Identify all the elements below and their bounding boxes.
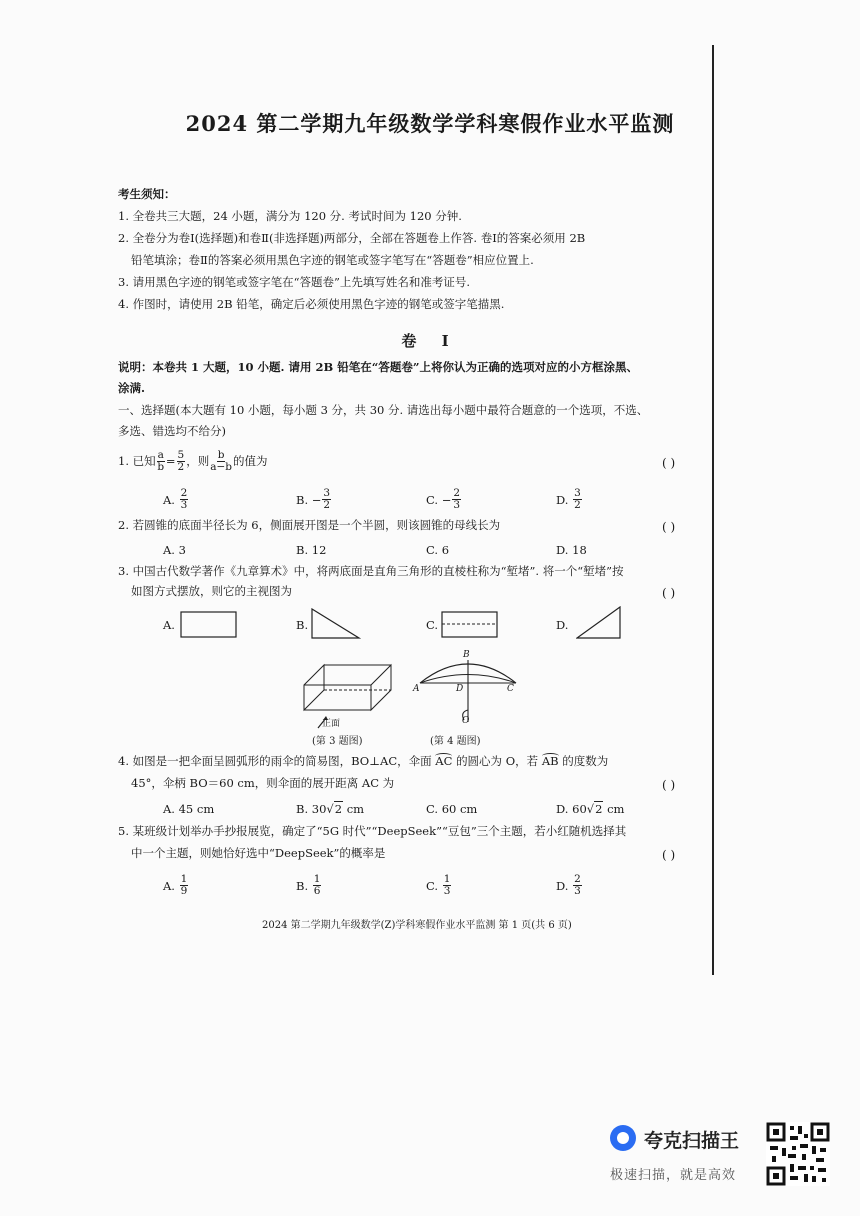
figure-4-label-o: O bbox=[462, 716, 470, 726]
figure-4-label-b: B bbox=[463, 650, 470, 660]
q3-option-c-rectangle-dashed bbox=[441, 611, 499, 639]
q1-option-c-frac bbox=[452, 488, 461, 511]
q4-option-d-radicand: 2 bbox=[595, 802, 603, 816]
figure-3-caption: (第 3 题图) bbox=[312, 736, 363, 747]
q2-answer-paren: ( ) bbox=[662, 520, 676, 534]
q4-option-b-radicand: 2 bbox=[334, 802, 343, 816]
q1-option-b-num: 3 bbox=[323, 487, 331, 499]
q1-post: 的值为 bbox=[233, 453, 268, 468]
section-title: 卷 Ⅰ bbox=[401, 332, 459, 350]
explain-line-2: 涂满. bbox=[118, 381, 146, 395]
q1-option-c-den: 3 bbox=[453, 499, 461, 512]
q4-arc-ac: AC bbox=[435, 754, 453, 768]
sqrt-icon: √ bbox=[586, 802, 595, 816]
q1-frac-5-2 bbox=[177, 450, 186, 473]
scanner-logo-icon bbox=[610, 1125, 636, 1151]
q3-option-a[interactable]: A. bbox=[163, 618, 175, 632]
q3-option-a-rectangle bbox=[180, 611, 238, 639]
question-2: 2. 若圆锥的底面半径长为 6，侧面展开图是一个半圆，则该圆锥的母线长为 bbox=[118, 518, 501, 532]
q1-frac1-den: b bbox=[157, 461, 165, 474]
exam-title: 2024 第二学期九年级数学学科寒假作业水平监测 bbox=[185, 111, 675, 136]
q4-option-b-pre: B. 30 bbox=[296, 802, 327, 816]
q5-option-d[interactable] bbox=[556, 874, 583, 897]
q1-option-d-frac bbox=[573, 488, 582, 511]
question-5-line-1: 5. 某班级计划举办手抄报展览，确定了“5G 时代”“DeepSeek”“豆包”三个主题，若小红随机选择其 bbox=[118, 824, 627, 838]
q1-option-b-sign: − bbox=[311, 492, 322, 507]
q5-option-a[interactable] bbox=[163, 874, 189, 897]
part1-line-2: 多选、错选均不给分) bbox=[118, 424, 226, 438]
notice-item-1: 1. 全卷共三大题，24 小题，满分为 120 分. 考试时间为 120 分钟. bbox=[118, 209, 462, 223]
q4-option-d-unit: cm bbox=[603, 802, 625, 816]
qr-code-icon bbox=[766, 1122, 830, 1186]
q4-option-d-pre: D. 60 bbox=[556, 802, 587, 816]
q1-option-d-den: 2 bbox=[574, 499, 581, 512]
q5-option-a-frac bbox=[180, 874, 189, 897]
q3-option-b-triangle bbox=[311, 608, 361, 640]
q5-answer-paren: ( ) bbox=[662, 848, 676, 862]
scanner-slogan: 极速扫描，就是高效 bbox=[610, 1168, 737, 1183]
q3-option-d[interactable]: D. bbox=[556, 618, 569, 632]
q1-frac-expr bbox=[210, 450, 232, 473]
q2-option-c[interactable]: C. 6 bbox=[426, 543, 450, 557]
q1-option-b-label: B. bbox=[296, 492, 309, 507]
q5-option-c-num: 1 bbox=[443, 873, 451, 885]
q1-option-b-frac bbox=[322, 488, 331, 511]
q4-arc-ab: AB bbox=[541, 754, 559, 768]
question-4-line-1 bbox=[118, 756, 608, 768]
q1-option-c-num: 2 bbox=[453, 487, 461, 499]
q5-option-a-label: A. bbox=[163, 878, 175, 893]
q4-option-c[interactable]: C. 60 cm bbox=[426, 802, 478, 816]
q1-option-d[interactable] bbox=[556, 488, 583, 511]
notice-item-4: 4. 作图时，请使用 2B 铅笔，确定后必须使用黑色字迹的钢笔或签字笔描黑. bbox=[118, 297, 505, 311]
q5-option-b-frac bbox=[313, 874, 322, 897]
q3-option-b[interactable]: B. bbox=[296, 618, 309, 632]
q3-option-d-triangle bbox=[576, 606, 622, 640]
q4-text-b: 的圆心为 O，若 bbox=[456, 754, 539, 768]
q1-frac3-num: b bbox=[217, 449, 225, 461]
page-edge-line bbox=[712, 45, 714, 975]
notice-item-3: 3. 请用黑色字迹的钢笔或签字笔在“答题卷”上先填写姓名和准考证号. bbox=[118, 275, 471, 289]
q5-option-b[interactable] bbox=[296, 874, 322, 897]
q5-option-c[interactable] bbox=[426, 874, 452, 897]
q1-option-c-sign: − bbox=[441, 492, 452, 507]
q3-option-c[interactable]: C. bbox=[426, 618, 439, 632]
q1-option-c[interactable] bbox=[426, 488, 462, 511]
figure-4-label-c: C bbox=[507, 684, 514, 694]
q1-option-c-label: C. bbox=[426, 492, 439, 507]
q1-mid: ，则 bbox=[186, 453, 210, 468]
q4-option-b-unit: cm bbox=[343, 802, 365, 816]
q1-pre: 1. 已知 bbox=[118, 453, 156, 468]
q5-option-b-label: B. bbox=[296, 878, 309, 893]
scanner-brand: 夸克扫描王 bbox=[644, 1130, 740, 1152]
q1-option-d-label: D. bbox=[556, 492, 569, 507]
q1-option-d-num: 3 bbox=[574, 487, 581, 499]
q1-option-b-den: 2 bbox=[323, 499, 331, 512]
q5-option-d-den: 3 bbox=[574, 885, 581, 898]
question-4-line-2: 45°，伞柄 BO＝60 cm，则伞面的展开距离 AC 为 bbox=[131, 776, 395, 790]
figure-3-front-label: 正面 bbox=[322, 719, 341, 729]
sqrt-icon: √ bbox=[326, 802, 334, 816]
q1-option-a-den: 3 bbox=[180, 499, 188, 512]
question-3-line-1: 3. 中国古代数学著作《九章算术》中，将两底面是直角三角形的直棱柱称为“堑堵”. 将一个“堑堵”按 bbox=[118, 564, 624, 578]
q5-option-d-frac bbox=[573, 874, 582, 897]
q5-option-a-den: 9 bbox=[180, 885, 188, 898]
q1-frac3-den: a−b bbox=[210, 461, 233, 474]
q5-option-b-num: 1 bbox=[313, 873, 321, 885]
notice-heading: 考生须知： bbox=[118, 187, 176, 201]
part1-line-1: 一、选择题(本大题有 10 小题，每小题 3 分，共 30 分. 请选出每小题中最符合题意的一个选项，不选、 bbox=[118, 403, 649, 417]
notice-item-2-cont: 铅笔填涂；卷Ⅱ的答案必须用黑色字迹的钢笔或签字笔写在“答题卷”相应位置上. bbox=[131, 253, 534, 267]
q1-answer-paren: ( ) bbox=[662, 456, 676, 470]
q1-option-a-frac bbox=[180, 488, 189, 511]
question-1 bbox=[118, 450, 268, 473]
figure-4-label-d: D bbox=[456, 684, 464, 694]
figure-4-caption: (第 4 题图) bbox=[430, 736, 481, 747]
q1-frac2-den: 2 bbox=[177, 461, 185, 474]
q5-option-d-num: 2 bbox=[574, 873, 581, 885]
q2-option-a[interactable]: A. 3 bbox=[163, 543, 186, 557]
figure-4-label-a: A bbox=[413, 684, 420, 694]
explain-line-1: 说明：本卷共 1 大题，10 小题. 请用 2B 铅笔在“答题卷”上将你认为正确的选项对应的小方框涂黑、 bbox=[118, 360, 638, 374]
notice-item-2: 2. 全卷分为卷Ⅰ(选择题)和卷Ⅱ(非选择题)两部分，全部在答题卷上作答. 卷Ⅰ的答案必须用 2B bbox=[118, 231, 586, 245]
q4-option-a[interactable]: A. 45 cm bbox=[163, 802, 215, 816]
q3-answer-paren: ( ) bbox=[662, 586, 676, 600]
q5-option-b-den: 6 bbox=[313, 885, 321, 898]
q4-text-c: 的度数为 bbox=[562, 754, 609, 768]
q2-option-d[interactable]: D. 18 bbox=[556, 543, 587, 557]
q1-eq: = bbox=[165, 453, 176, 468]
q1-option-a[interactable] bbox=[163, 488, 189, 511]
q4-option-d[interactable] bbox=[556, 802, 624, 816]
question-3-line-2: 如图方式摆放，则它的主视图为 bbox=[131, 584, 292, 598]
question-5-line-2: 中一个主题，则她恰好选中“DeepSeek”的概率是 bbox=[131, 846, 386, 860]
q1-frac2-num: 5 bbox=[177, 449, 185, 461]
q1-frac-a-b bbox=[157, 450, 165, 473]
q5-option-d-label: D. bbox=[556, 878, 569, 893]
q5-option-c-frac bbox=[443, 874, 452, 897]
figure-3-prism bbox=[296, 660, 396, 732]
q4-text-a: 4. 如图是一把伞面呈圆弧形的雨伞的简易图，BO⊥AC，伞面 bbox=[118, 754, 432, 768]
q1-option-b[interactable] bbox=[296, 488, 332, 511]
q2-option-b[interactable]: B. 12 bbox=[296, 543, 327, 557]
q5-option-c-den: 3 bbox=[443, 885, 451, 898]
q4-option-b[interactable] bbox=[296, 802, 364, 816]
page-footer: 2024 第二学期九年级数学(Z)学科寒假作业水平监测 第 1 页(共 6 页) bbox=[262, 920, 572, 931]
q1-option-a-label: A. bbox=[163, 492, 175, 507]
q1-frac1-num: a bbox=[157, 449, 164, 461]
q5-option-a-num: 1 bbox=[180, 873, 188, 885]
q5-option-c-label: C. bbox=[426, 878, 439, 893]
q1-option-a-num: 2 bbox=[180, 487, 188, 499]
q4-answer-paren: ( ) bbox=[662, 778, 676, 792]
